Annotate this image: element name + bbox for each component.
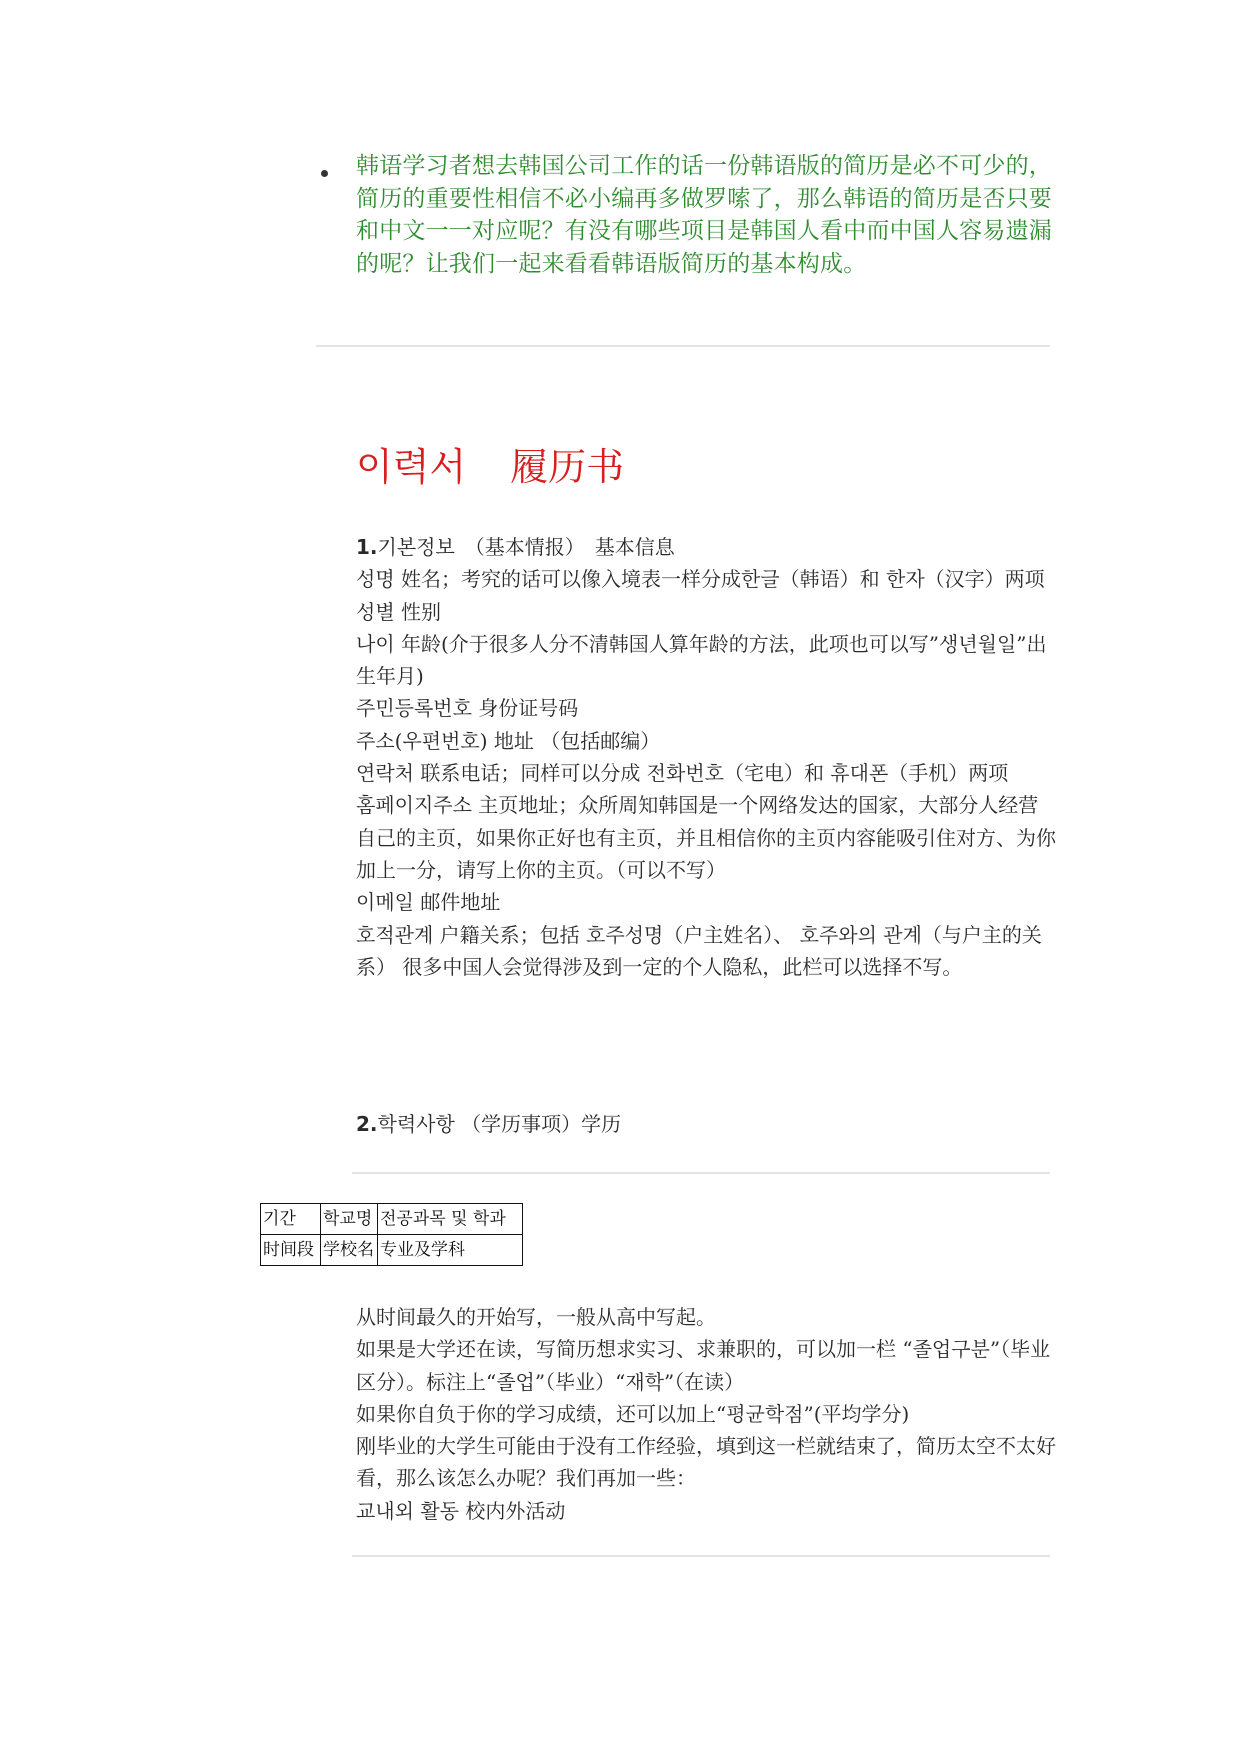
- table-cell: 时间段: [261, 1235, 321, 1266]
- section1-heading-text: 기본정보 （基本情报） 基本信息: [377, 535, 675, 559]
- divider-mid: [352, 1172, 1050, 1174]
- title-chinese: 履历书: [510, 445, 625, 489]
- line-homepage: 홈페이지주소 主页地址；众所周知韩国是一个网络发达的国家，大部分人经营自己的主页，如果你正好也有主页，并且相信你的主页内容能吸引住对方、为你加上一分，请写上你的主页。（可以不写）: [356, 793, 1056, 882]
- section2-heading-text: 학력사항 （学历事项）学历: [377, 1112, 622, 1136]
- line-family-register: 호적관계 户籍关系；包括 호주성명（户主姓名）、 호주와의 관계（与户主的关系） 很多中国人会觉得涉及到一定的个人隐私，此栏可以选择不写。: [356, 922, 1042, 979]
- line-age: 나이 年龄(介于很多人分不清韩国人算年龄的方法，此项也可以写”생년월일”出生年月): [356, 631, 1047, 689]
- table-cell: 学校名: [321, 1235, 378, 1266]
- education-table: [260, 1203, 523, 1266]
- after-line-5: 교내외 활동 校内外活动: [356, 1498, 566, 1523]
- table-cell: 기간: [261, 1204, 321, 1235]
- line-phone: 연락처 联系电话；同样可以分成 전화번호（宅电）和 휴대폰（手机）两项: [356, 761, 1009, 786]
- divider-top: [316, 345, 1050, 347]
- section-basic-info: [356, 531, 1056, 983]
- line-name: 성명 姓名；考究的话可以像入境表一样分成한글（韩语）和 한자（汉字）两项: [356, 567, 1045, 592]
- table-cell: 专业及学科: [378, 1235, 523, 1266]
- section2-heading: [356, 1108, 1056, 1140]
- table-row: [261, 1204, 523, 1235]
- after-line-3: 如果你自负于你的学习成绩，还可以加上“평균학점”(平均学分): [356, 1401, 910, 1426]
- after-line-1: 从时间最久的开始写，一般从高中写起。: [356, 1305, 716, 1329]
- after-line-4: 刚毕业的大学生可能由于没有工作经验，填到这一栏就结束了，简历太空不太好看，那么该怎么办呢？我们再加一些：: [356, 1434, 1056, 1491]
- section1-heading: [356, 531, 1056, 563]
- section1-number: 1.: [356, 535, 378, 559]
- after-line-2: 如果是大学还在读，写简历想求实习、求兼职的，可以加一栏 “졸업구분”（毕业区分）。标注上“졸업”（毕业）“재학”（在读）: [356, 1337, 1051, 1394]
- table-cell: 전공과목 및 학과: [378, 1204, 523, 1235]
- line-address: 주소(우편번호) 地址 （包括邮编）: [356, 728, 661, 753]
- section-after-table: [356, 1301, 1056, 1527]
- title-korean: 이력서: [356, 445, 467, 489]
- table-row: [261, 1235, 523, 1266]
- line-email: 이메일 邮件地址: [356, 890, 501, 915]
- section-education: [356, 1108, 1056, 1140]
- page-title: [356, 442, 624, 492]
- table-cell: 학교명: [321, 1204, 378, 1235]
- divider-bottom: [352, 1555, 1050, 1557]
- line-id-number: 주민등록번호 身份证号码: [356, 696, 579, 721]
- bullet-point: [321, 170, 328, 177]
- line-gender: 성별 性别: [356, 599, 441, 624]
- intro-paragraph: 韩语学习者想去韩国公司工作的话一份韩语版的简历是必不可少的，简历的重要性相信不必小编再多做罗嗦了，那么韩语的简历是否只要和中文一一对应呢？有没有哪些项目是韩国人看中而中国人容易遗漏的呢？让我们一起来看看韩语版简历的基本构成。: [356, 153, 1052, 277]
- section2-number: 2.: [356, 1112, 378, 1136]
